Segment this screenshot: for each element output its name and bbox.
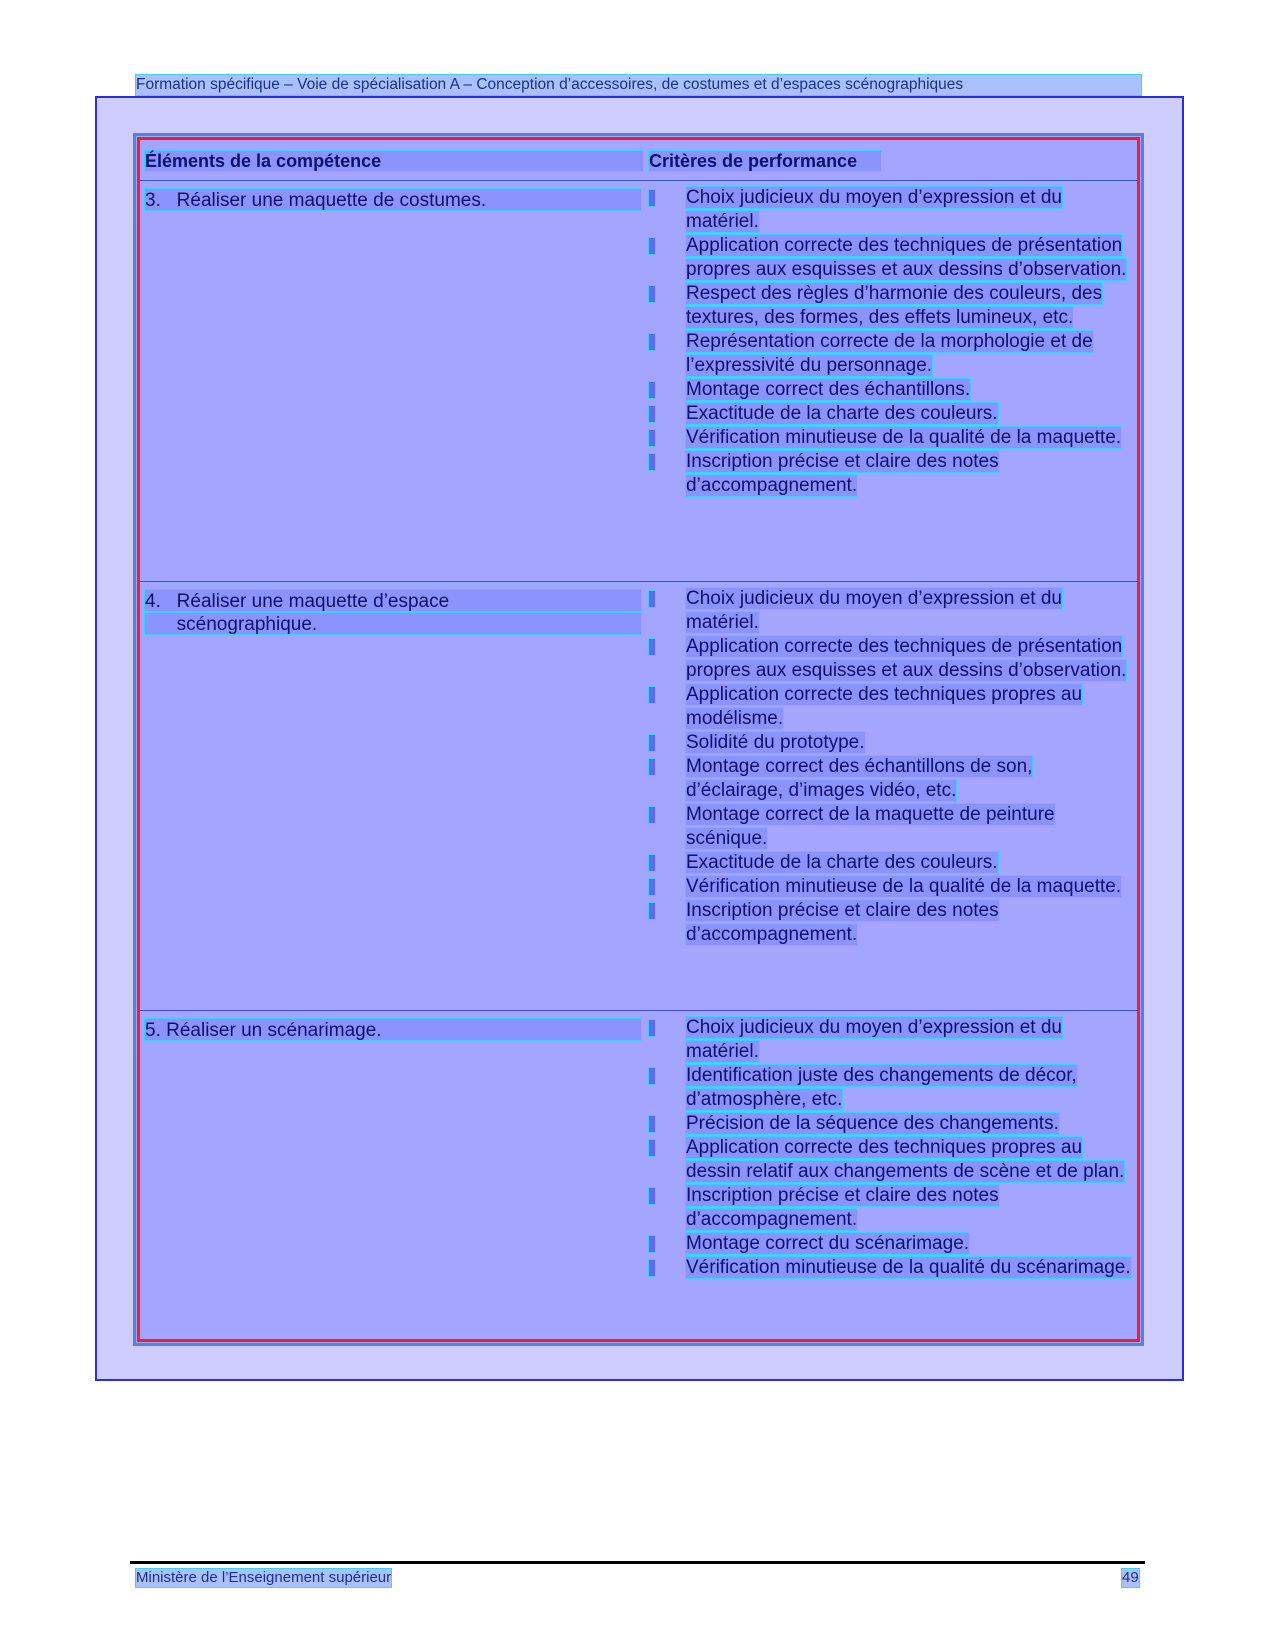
bullet-icon bbox=[648, 429, 656, 447]
criterion-text: Montage correct de la maquette de peinture scénique. bbox=[686, 804, 1055, 849]
bullet-icon bbox=[648, 590, 656, 608]
criterion-item bbox=[648, 755, 1133, 803]
criterion-item bbox=[648, 803, 1133, 851]
bullet-icon bbox=[648, 381, 656, 399]
criterion-text: Montage correct des échantillons. bbox=[686, 379, 971, 400]
bullet-icon bbox=[648, 686, 656, 704]
criterion-item bbox=[648, 1256, 1133, 1280]
element-text: 5. Réaliser un scénarimage. bbox=[144, 1018, 642, 1041]
bullet-icon bbox=[648, 854, 656, 872]
criterion-text: Respect des règles d’harmonie des couleurs, des textures, des formes, des effets lumineux, etc. bbox=[686, 283, 1103, 328]
criterion-text: Choix judicieux du moyen d’expression et du matériel. bbox=[686, 187, 1062, 232]
criterion-item bbox=[648, 1016, 1133, 1064]
criterion-text: Exactitude de la charte des couleurs. bbox=[686, 403, 998, 424]
bullet-icon bbox=[648, 1019, 656, 1037]
element-text: scénographique. bbox=[144, 612, 642, 635]
criterion-text: Choix judicieux du moyen d’expression et du matériel. bbox=[686, 588, 1062, 633]
criterion-text: Représentation correcte de la morphologie et de l’expressivité du personnage. bbox=[686, 331, 1093, 376]
criterion-item bbox=[648, 186, 1133, 234]
criterion-text: Application correcte des techniques propres au modélisme. bbox=[686, 684, 1083, 729]
bullet-icon bbox=[648, 285, 656, 303]
bullet-icon bbox=[648, 1067, 656, 1085]
page-number: 49 bbox=[1122, 1569, 1139, 1586]
element-text: 3. Réaliser une maquette de costumes. bbox=[144, 188, 642, 211]
criterion-item bbox=[648, 330, 1133, 378]
row-divider bbox=[140, 1010, 1137, 1011]
criterion-item bbox=[648, 1064, 1133, 1112]
bullet-icon bbox=[648, 734, 656, 752]
criterion-item bbox=[648, 1184, 1133, 1232]
criterion-text: Application correcte des techniques de présentation propres aux esquisses et aux dessins d’observation. bbox=[686, 235, 1127, 280]
bullet-icon bbox=[648, 237, 656, 255]
bullet-icon bbox=[648, 405, 656, 423]
bullet-icon bbox=[648, 638, 656, 656]
bullet-icon bbox=[648, 1115, 656, 1133]
criterion-item bbox=[648, 587, 1133, 635]
criterion-text: Application correcte des techniques propres au dessin relatif aux changements de scène et de plan. bbox=[686, 1137, 1125, 1182]
criterion-item bbox=[648, 1136, 1133, 1184]
criteria-list-4 bbox=[648, 587, 1133, 947]
competence-element-3 bbox=[144, 188, 642, 211]
criterion-text: Exactitude de la charte des couleurs. bbox=[686, 852, 998, 873]
criterion-text: Montage correct du scénarimage. bbox=[686, 1233, 970, 1254]
row-divider bbox=[140, 581, 1137, 582]
criterion-item bbox=[648, 402, 1133, 426]
bullet-icon bbox=[648, 189, 656, 207]
criterion-text: Inscription précise et claire des notes d’accompagnement. bbox=[686, 900, 999, 945]
criterion-item bbox=[648, 1112, 1133, 1136]
criterion-text: Vérification minutieuse de la qualité du scénarimage. bbox=[686, 1257, 1131, 1278]
header-row-divider bbox=[140, 180, 1137, 181]
criterion-item bbox=[648, 683, 1133, 731]
criterion-item bbox=[648, 899, 1133, 947]
column-header-elements: Éléments de la compétence bbox=[144, 150, 644, 172]
criterion-item bbox=[648, 450, 1133, 498]
criterion-text: Montage correct des échantillons de son, d’éclairage, d’images vidéo, etc. bbox=[686, 756, 1033, 801]
competence-element-4 bbox=[144, 589, 642, 635]
criterion-text: Inscription précise et claire des notes d’accompagnement. bbox=[686, 451, 999, 496]
criterion-item bbox=[648, 378, 1133, 402]
criterion-item bbox=[648, 282, 1133, 330]
criterion-text: Vérification minutieuse de la qualité de la maquette. bbox=[686, 876, 1122, 897]
bullet-icon bbox=[648, 1187, 656, 1205]
bullet-icon bbox=[648, 878, 656, 896]
footer-ministry: Ministère de l’Enseignement supérieur bbox=[136, 1569, 392, 1586]
criterion-text: Inscription précise et claire des notes d’accompagnement. bbox=[686, 1185, 999, 1230]
criterion-text: Précision de la séquence des changements. bbox=[686, 1113, 1059, 1134]
criteria-list-3 bbox=[648, 186, 1133, 498]
column-header-criteria: Critères de performance bbox=[648, 150, 882, 172]
criterion-text: Choix judicieux du moyen d’expression et du matériel. bbox=[686, 1017, 1062, 1062]
bullet-icon bbox=[648, 1139, 656, 1157]
running-header: Formation spécifique – Voie de spécialisation A – Conception d’accessoires, de costumes et d’espaces scénographiques bbox=[135, 74, 1142, 96]
criterion-item bbox=[648, 1232, 1133, 1256]
bullet-icon bbox=[648, 1235, 656, 1253]
bullet-icon bbox=[648, 453, 656, 471]
criterion-text: Application correcte des techniques de présentation propres aux esquisses et aux dessins d’observation. bbox=[686, 636, 1127, 681]
bullet-icon bbox=[648, 806, 656, 824]
criterion-text: Identification juste des changements de décor, d’atmosphère, etc. bbox=[686, 1065, 1077, 1110]
footer-rule bbox=[130, 1561, 1145, 1564]
criterion-item bbox=[648, 426, 1133, 450]
criterion-item bbox=[648, 851, 1133, 875]
bullet-icon bbox=[648, 1259, 656, 1277]
competence-element-5 bbox=[144, 1018, 642, 1041]
criterion-item bbox=[648, 635, 1133, 683]
criterion-item bbox=[648, 234, 1133, 282]
criterion-text: Vérification minutieuse de la qualité de la maquette. bbox=[686, 427, 1122, 448]
criteria-list-5 bbox=[648, 1016, 1133, 1280]
element-text: 4. Réaliser une maquette d’espace bbox=[144, 589, 642, 612]
criterion-item bbox=[648, 875, 1133, 899]
bullet-icon bbox=[648, 902, 656, 920]
bullet-icon bbox=[648, 333, 656, 351]
bullet-icon bbox=[648, 758, 656, 776]
criterion-text: Solidité du prototype. bbox=[686, 732, 865, 753]
criterion-item bbox=[648, 731, 1133, 755]
